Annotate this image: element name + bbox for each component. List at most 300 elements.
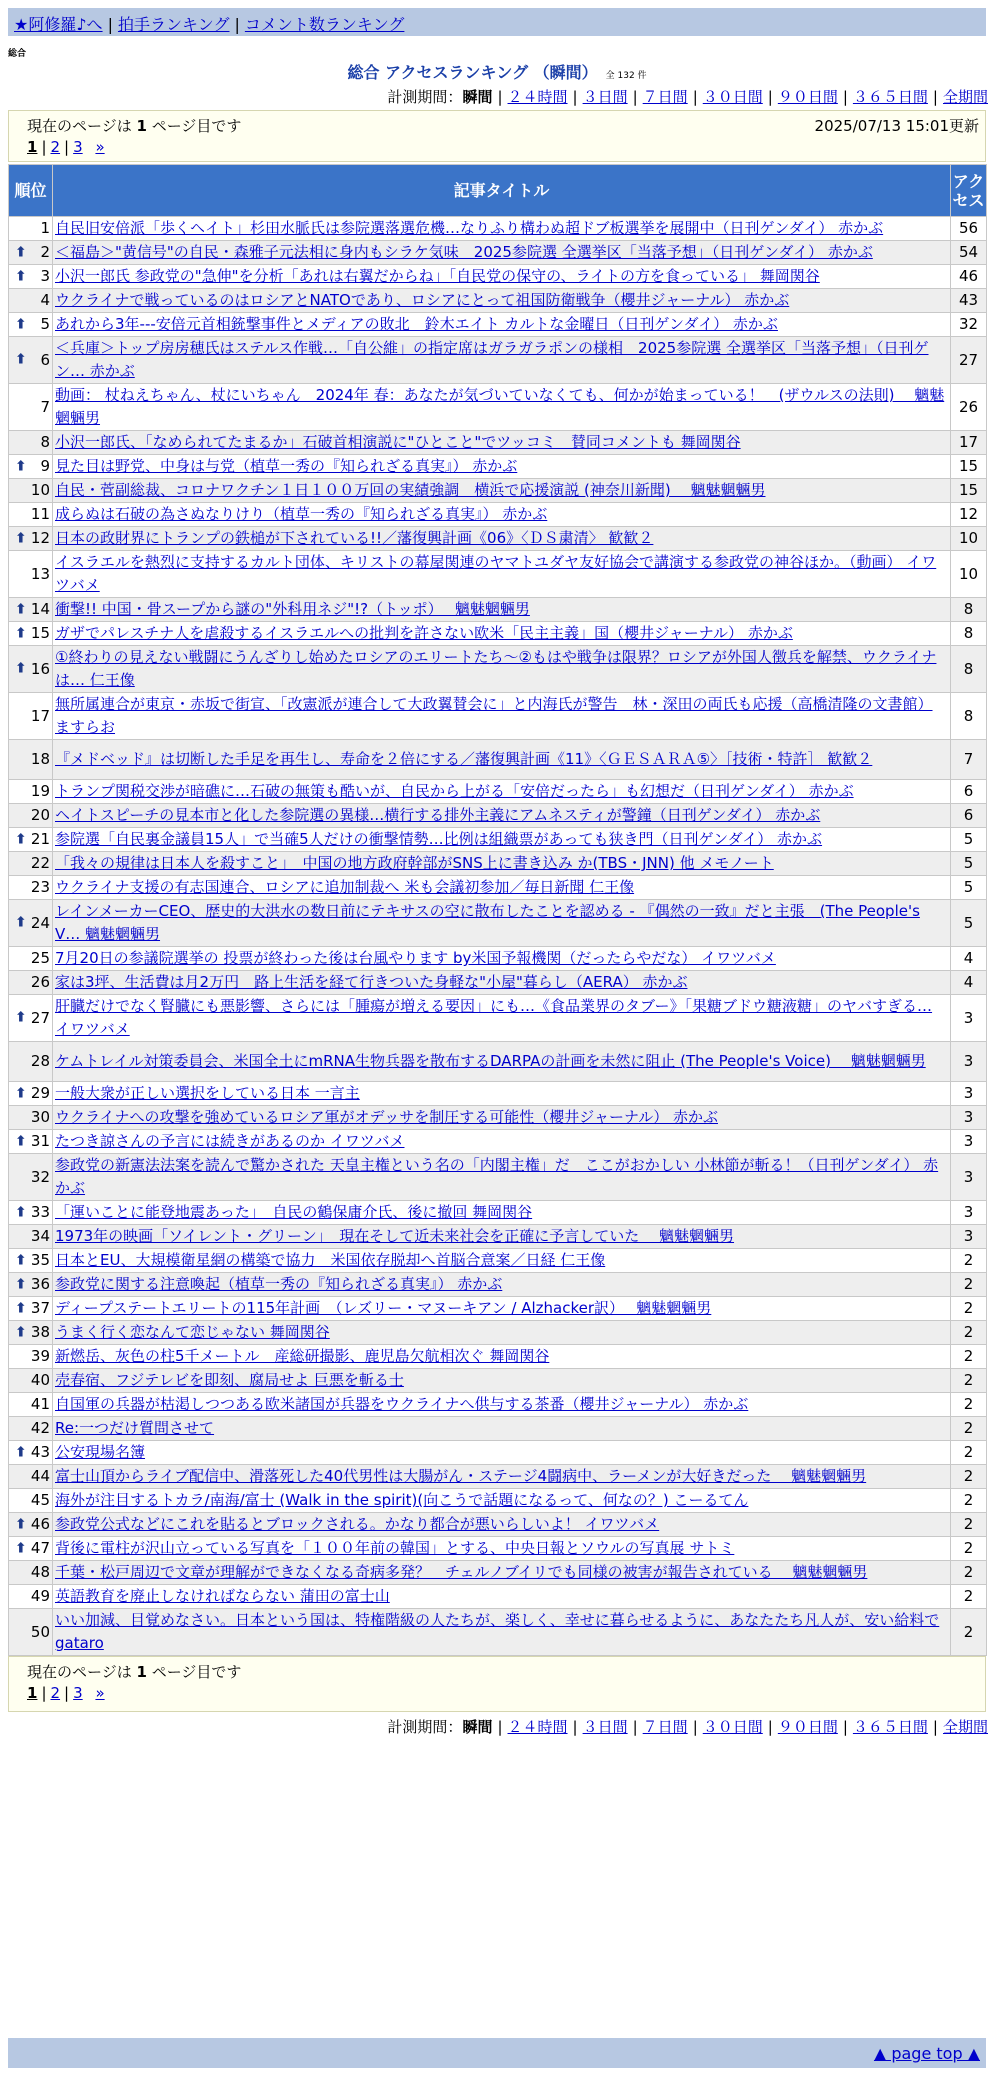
table-row: [9, 1249, 987, 1273]
rank-cell: [9, 1609, 53, 1656]
table-row: [9, 1082, 987, 1106]
rank-cell: [9, 622, 53, 646]
rank-number: 26: [30, 973, 50, 991]
table-row: [9, 313, 987, 337]
rank-up-arrow-icon: ⬆: [15, 914, 27, 931]
rank-cell: [9, 1042, 53, 1082]
access-count: 2: [951, 1561, 987, 1585]
title-cell: [53, 1585, 951, 1609]
article-link[interactable]: 海外が注目するトカラ/南海/富士 (Walk in the spirit)(向こうで話題になるって、何なの？) こーるてん: [55, 1491, 749, 1509]
rank-cell: [9, 527, 53, 551]
article-link[interactable]: うまく行く恋なんて恋じゃない 舞岡関谷: [55, 1323, 330, 1341]
table-row: [9, 1441, 987, 1465]
article-link[interactable]: 英語教育を廃止しなければならない 蒲田の富士山: [55, 1587, 390, 1605]
rank-number: 3: [40, 267, 50, 285]
pager-separator: |: [64, 138, 70, 156]
rank-cell: [9, 479, 53, 503]
rank-number: 13: [30, 564, 50, 583]
article-link[interactable]: 1973年の映画「ソイレント・グリーン」 現在そして近未来社会を正確に予言していた 魑魅魍魎男: [55, 1227, 735, 1245]
rank-cell: [9, 384, 53, 431]
table-row: [9, 876, 987, 900]
pager-link-3[interactable]: 3: [73, 138, 83, 156]
access-count: 6: [951, 804, 987, 828]
access-count: 17: [951, 431, 987, 455]
access-count: 3: [951, 1201, 987, 1225]
table-row: [9, 1513, 987, 1537]
pager-link-»[interactable]: »: [95, 1684, 105, 1702]
rank-up-arrow-icon: ⬆: [15, 1252, 27, 1268]
rank-number: 36: [30, 1275, 50, 1293]
period-selector-bottom: [387, 1716, 988, 1737]
title-cell: [53, 1561, 951, 1585]
article-link[interactable]: 日本とEU、大規模衛星網の構築で協力 米国依存脱却へ首脳合意案／日経 仁王像: [55, 1251, 606, 1269]
title-cell: [53, 693, 951, 740]
period-link-2[interactable]: ７日間: [642, 1718, 688, 1736]
rank-cell: [9, 1561, 53, 1585]
title-cell: [53, 1297, 951, 1321]
article-link[interactable]: 参院選「自民裏金議員15人」で当確5人だけの衝撃情勢…比例は組織票があっても狭き門（日刊ゲンダイ） 赤かぶ: [55, 830, 823, 848]
rank-cell: [9, 1369, 53, 1393]
category-label: 総合: [8, 49, 27, 59]
period-link-1[interactable]: ３日間: [582, 88, 628, 106]
title-cell: [53, 852, 951, 876]
rank-number: 41: [30, 1395, 50, 1413]
rank-number: 18: [30, 750, 50, 768]
page-info-bottom: [8, 1656, 986, 1712]
title-cell: [53, 828, 951, 852]
rank-cell: [9, 503, 53, 527]
article-link[interactable]: 参政党に関する注意喚起（植草一秀の『知られざる真実』） 赤かぶ: [55, 1275, 503, 1293]
table-row: [9, 289, 987, 313]
article-link[interactable]: ウクライナで戦っているのはロシアとNATOであり、ロシアにとって祖国防衛戦争（櫻井ジャーナル） 赤かぶ: [55, 291, 790, 309]
rank-up-arrow-icon: ⬆: [15, 601, 27, 617]
rank-cell: [9, 1106, 53, 1130]
title-cell: [53, 740, 951, 780]
pager-current: 1: [27, 1684, 38, 1702]
rank-number: 17: [30, 706, 50, 725]
article-link[interactable]: 新燃岳、灰色の柱5千メートル 産総研撮影、鹿児島欠航相次ぐ 舞岡関谷: [55, 1347, 550, 1365]
article-link[interactable]: ガザでパレスチナ人を虐殺するイスラエルへの批判を許さない欧米「民主主義」国（櫻井ジャーナル） 赤かぶ: [55, 624, 793, 642]
table-row: [9, 503, 987, 527]
table-row: [9, 971, 987, 995]
nav-link-asyura[interactable]: ★阿修羅♪へ: [14, 15, 103, 34]
rank-number: 11: [30, 505, 50, 523]
table-row: [9, 900, 987, 947]
rank-up-arrow-icon: ⬆: [15, 1444, 27, 1460]
title-cell: [53, 1369, 951, 1393]
period-link-2[interactable]: ７日間: [642, 88, 688, 106]
rank-cell: [9, 1321, 53, 1345]
access-count: 3: [951, 1225, 987, 1249]
rank-number: 45: [30, 1491, 50, 1509]
rank-number: 37: [30, 1299, 50, 1317]
period-separator: |: [842, 1718, 848, 1736]
article-link[interactable]: 「運いことに能登地震あった」 自民の鶴保庸介氏、後に撤回 舞岡関谷: [55, 1203, 533, 1221]
rank-number: 15: [30, 624, 50, 642]
article-link[interactable]: ヘイトスピーチの見本市と化した参院選の異様…横行する排外主義にアムネスティが警鐘（日刊ゲンダイ） 赤かぶ: [55, 806, 821, 824]
title-cell: [53, 527, 951, 551]
rank-up-arrow-icon: ⬆: [15, 1085, 27, 1101]
rank-cell: [9, 1465, 53, 1489]
access-count: 7: [951, 740, 987, 780]
rank-up-arrow-icon: ⬆: [15, 1516, 27, 1532]
article-link[interactable]: 一般大衆が正しい選択をしている日本 一言主: [55, 1084, 360, 1102]
table-row: [9, 455, 987, 479]
period-link-6[interactable]: 全期間: [942, 88, 988, 106]
rank-cell: [9, 1537, 53, 1561]
title-cell: [53, 1489, 951, 1513]
title-cell: [53, 1345, 951, 1369]
article-link[interactable]: 自国軍の兵器が枯渇しつつある欧米諸国が兵器をウクライナへ供与する茶番（櫻井ジャーナル） 赤かぶ: [55, 1395, 749, 1413]
period-separator: |: [932, 88, 938, 106]
access-count: 5: [951, 852, 987, 876]
title-cell: [53, 1321, 951, 1345]
table-row: [9, 1106, 987, 1130]
access-count: 5: [951, 828, 987, 852]
period-link-0[interactable]: ２４時間: [507, 1718, 568, 1736]
article-link[interactable]: 自民旧安倍派「歩くヘイト」杉田水脈氏は参院選落選危機…なりふり構わぬ超ドブ板選挙を展開中（日刊ゲンダイ） 赤かぶ: [55, 219, 884, 237]
article-link[interactable]: 動画： 杖ねえちゃん、杖にいちゃん 2024年 春：あなたが気づいていなくても、何かが始まっている！ (ザウルスの法則) 魑魅魍魎男: [55, 386, 945, 427]
rank-cell: [9, 646, 53, 693]
article-link[interactable]: 7月20日の参議院選挙の 投票が終わった後は台風やります by米国予報機関（だったらやだな） イワツバメ: [55, 949, 776, 967]
access-count: 2: [951, 1489, 987, 1513]
rank-number: 31: [30, 1132, 50, 1150]
pager-separator: |: [41, 138, 47, 156]
rank-cell: [9, 289, 53, 313]
article-link[interactable]: いい加減、目覚めなさい。日本という国は、特権階級の人たちが、楽しく、幸せに暮らせるように、あなたたち凡人が、安い給料で gataro: [55, 1611, 940, 1652]
period-link-0[interactable]: ２４時間: [507, 88, 568, 106]
rank-number: 19: [30, 782, 50, 800]
rank-cell: [9, 551, 53, 598]
access-count: 3: [951, 1042, 987, 1082]
period-link-3[interactable]: ３０日間: [702, 88, 763, 106]
article-link[interactable]: 公安現場名簿: [55, 1443, 146, 1461]
period-separator: |: [497, 88, 503, 106]
table-row: [9, 265, 987, 289]
table-row: [9, 1297, 987, 1321]
rank-cell: [9, 217, 53, 241]
title-cell: [53, 337, 951, 384]
title-cell: [53, 289, 951, 313]
rank-cell: [9, 693, 53, 740]
period-separator: |: [497, 1718, 503, 1736]
access-count: 8: [951, 598, 987, 622]
rank-cell: [9, 1249, 53, 1273]
table-row: [9, 217, 987, 241]
access-count: 8: [951, 693, 987, 740]
article-link[interactable]: イスラエルを熱烈に支持するカルト団体、キリストの幕屋関連のヤマトユダヤ友好協会で講演する参政党の神谷ほか。（動画） イワツバメ: [55, 553, 937, 594]
col-title-header: 記事タイトル: [53, 165, 951, 217]
rank-number: 2: [40, 243, 50, 261]
rank-number: 9: [40, 457, 50, 475]
article-link[interactable]: 肝臓だけでなく腎臓にも悪影響、さらには「腫瘍が増える要因」にも…《食品業界のタブー》「果糖ブドウ糖液糖」のヤバすぎる… イワツバメ: [55, 997, 933, 1038]
article-link[interactable]: たつき諒さんの予言には続きがあるのか イワツバメ: [55, 1132, 405, 1150]
period-separator: |: [932, 1718, 938, 1736]
article-link[interactable]: 無所属連合が東京・赤坂で街宣、「改憲派が連合して大政翼賛会に」と内海氏が警告 林・深田の両氏も応援（高橋清隆の文書館） ますらお: [55, 695, 933, 736]
article-link[interactable]: 千葉・松戸周辺で文章が理解ができなくなる奇病多発？ チェルノブイリでも同様の被害が報告されている 魑魅魍魎男: [55, 1563, 868, 1581]
pager-top: [27, 138, 105, 156]
rank-number: 28: [30, 1052, 50, 1070]
access-count: 2: [951, 1249, 987, 1273]
table-row: [9, 622, 987, 646]
article-link[interactable]: 背後に電柱が沢山立っている写真を「１００年前の韓国」とする、中央日報とソウルの写真展 サトミ: [55, 1539, 735, 1557]
table-row: [9, 646, 987, 693]
title-cell: [53, 241, 951, 265]
rank-number: 47: [30, 1539, 50, 1557]
table-row: [9, 1042, 987, 1082]
rank-up-arrow-icon: ⬆: [15, 831, 27, 847]
title-cell: [53, 1082, 951, 1106]
period-current: 瞬間: [462, 88, 493, 106]
pager-link-»[interactable]: »: [95, 138, 105, 156]
period-separator: |: [572, 1718, 578, 1736]
page-title: [0, 60, 994, 83]
col-rank-header: 順位: [9, 165, 53, 217]
access-count: 2: [951, 1321, 987, 1345]
article-link[interactable]: 家は3坪、生活費は月2万円 路上生活を経て行きついた身軽な"小屋"暮らし（AERA） 赤かぶ: [55, 973, 688, 991]
rank-up-arrow-icon: ⬆: [15, 1300, 27, 1316]
article-link[interactable]: 成らぬは石破の為さぬなりけり（植草一秀の『知られざる真実』） 赤かぶ: [55, 505, 548, 523]
title-cell: [53, 646, 951, 693]
table-row: [9, 1585, 987, 1609]
article-link[interactable]: 自民・菅副総裁、コロナワクチン１日１００万回の実績強調 横浜で応援演説 (神奈川新聞) 魑魅魍魎男: [55, 481, 766, 499]
table-row: [9, 1609, 987, 1656]
access-count: 6: [951, 780, 987, 804]
rank-cell: [9, 1417, 53, 1441]
rank-up-arrow-icon: ⬆: [15, 1133, 27, 1149]
pager-bottom: [27, 1684, 105, 1702]
period-link-1[interactable]: ３日間: [582, 1718, 628, 1736]
article-link[interactable]: ウクライナへの攻撃を強めているロシア軍がオデッサを制圧する可能性（櫻井ジャーナル） 赤かぶ: [55, 1108, 718, 1126]
nav-separator: |: [234, 15, 240, 34]
total-count: 全 132 件: [605, 71, 647, 81]
table-row: [9, 804, 987, 828]
access-count: 2: [951, 1297, 987, 1321]
article-link[interactable]: 衝撃!! 中国・骨スープから謎の"外科用ネジ"!?（トッポ） 魑魅魍魎男: [55, 600, 530, 618]
rank-cell: [9, 337, 53, 384]
title-cell: [53, 995, 951, 1042]
title-cell: [53, 1609, 951, 1656]
period-link-6[interactable]: 全期間: [942, 1718, 988, 1736]
table-row: [9, 1369, 987, 1393]
title-cell: [53, 1249, 951, 1273]
rank-number: 23: [30, 878, 50, 896]
top-nav-bar: [8, 8, 986, 36]
article-link[interactable]: 小沢一郎氏 参政党の"急伸"を分析「あれは右翼だからね」「自民党の保守の、ライトの方を食っている」 舞岡関谷: [55, 267, 820, 285]
rank-cell: [9, 971, 53, 995]
article-link[interactable]: 見た目は野党、中身は与党（植草一秀の『知られざる真実』） 赤かぶ: [55, 457, 518, 475]
rank-number: 27: [30, 1008, 50, 1027]
period-separator: |: [632, 1718, 638, 1736]
article-link[interactable]: レインメーカーCEO、歴史的大洪水の数日前にテキサスの空に散布したことを認める - 『偶然の一致』だと主張 (The People's V… 魑魅魍魎男: [55, 902, 920, 943]
table-row: [9, 1561, 987, 1585]
table-row: [9, 947, 987, 971]
table-row: [9, 1321, 987, 1345]
article-link[interactable]: ＜福島＞"黄信号"の自民・森雅子元法相に身内もシラケ気味 2025参院選 全選挙区「当落予想」（日刊ゲンダイ） 赤かぶ: [55, 243, 873, 261]
nav-link-clap-ranking[interactable]: 拍手ランキング: [117, 15, 230, 34]
rank-cell: [9, 1513, 53, 1537]
access-count: 5: [951, 900, 987, 947]
access-count: 2: [951, 1345, 987, 1369]
access-count: 2: [951, 1585, 987, 1609]
period-label: 計測期間：: [387, 1718, 463, 1736]
col-access-header: アクセス: [951, 165, 987, 217]
rank-up-arrow-icon: ⬆: [15, 1324, 27, 1340]
rank-cell: [9, 1130, 53, 1154]
title-cell: [53, 598, 951, 622]
access-count: 3: [951, 1106, 987, 1130]
title-cell: [53, 455, 951, 479]
period-link-4[interactable]: ９０日間: [777, 1718, 838, 1736]
rank-number: 24: [30, 913, 50, 932]
title-cell: [53, 313, 951, 337]
nav-link-comment-ranking[interactable]: コメント数ランキング: [244, 15, 405, 34]
rank-number: 48: [30, 1563, 50, 1581]
period-link-5[interactable]: ３６５日間: [852, 88, 928, 106]
article-link[interactable]: ケムトレイル対策委員会、米国全土にmRNA生物兵器を散布するDARPAの計画を未然に阻止 (The People's Voice) 魑魅魍魎男: [55, 1052, 926, 1070]
bottom-bar: [8, 2038, 986, 2068]
article-link[interactable]: Re:一つだけ質問させて: [55, 1419, 215, 1437]
rank-number: 30: [30, 1108, 50, 1126]
article-link[interactable]: 売春宿、フジテレビを即刻、腐局せよ 巨悪を斬る士: [55, 1371, 404, 1389]
rank-cell: [9, 265, 53, 289]
period-separator: |: [767, 1718, 773, 1736]
table-row: [9, 431, 987, 455]
article-link[interactable]: 参政党公式などにこれを貼るとブロックされる。かなり都合が悪いらしいよ！ イワツバメ: [55, 1515, 660, 1533]
title-cell: [53, 265, 951, 289]
rank-number: 32: [30, 1167, 50, 1186]
rank-cell: [9, 1297, 53, 1321]
title-cell: [53, 1441, 951, 1465]
table-row: [9, 1130, 987, 1154]
rank-up-arrow-icon: ⬆: [15, 625, 27, 641]
title-cell: [53, 503, 951, 527]
article-link[interactable]: 小沢一郎氏、「なめられてたまるか」石破首相演説に"ひとこと"でツッコミ 賛同コメントも 舞岡関谷: [55, 433, 741, 451]
title-cell: [53, 1513, 951, 1537]
period-separator: |: [842, 88, 848, 106]
rank-cell: [9, 900, 53, 947]
title-cell: [53, 1130, 951, 1154]
table-row: [9, 852, 987, 876]
rank-cell: [9, 740, 53, 780]
access-count: 2: [951, 1609, 987, 1656]
rank-up-arrow-icon: ⬆: [15, 1204, 27, 1220]
access-count: 32: [951, 313, 987, 337]
period-link-5[interactable]: ３６５日間: [852, 1718, 928, 1736]
period-separator: |: [572, 88, 578, 106]
pager-link-2[interactable]: 2: [50, 1684, 61, 1702]
article-link[interactable]: 「我々の規律は日本人を殺すこと」 中国の地方政府幹部がSNS上に書き込み か(TBS・JNN) 他 メモノート: [55, 854, 774, 872]
article-link[interactable]: ①終わりの見えない戦闘にうんざりし始めたロシアのエリートたち～②もはや戦争は限界？ロシアが外国人徴兵を解禁、ウクライナは… 仁王像: [55, 648, 937, 689]
pager-link-2[interactable]: 2: [50, 138, 61, 156]
title-cell: [53, 431, 951, 455]
title-cell: [53, 1225, 951, 1249]
access-count: 5: [951, 876, 987, 900]
table-row: [9, 551, 987, 598]
pager-current: 1: [27, 138, 38, 156]
access-count: 2: [951, 1393, 987, 1417]
access-count: 43: [951, 289, 987, 313]
rank-number: 40: [30, 1371, 50, 1389]
article-link[interactable]: ウクライナ支援の有志国連合、ロシアに追加制裁へ 米も会議初参加／毎日新聞 仁王像: [55, 878, 635, 896]
table-row: [9, 479, 987, 503]
period-separator: |: [692, 1718, 698, 1736]
article-link[interactable]: トランプ関税交渉が暗礁に…石破の無策も酷いが、自民から上がる「安倍だったら」も幻想だ（日刊ゲンダイ） 赤かぶ: [55, 782, 854, 800]
rank-number: 12: [30, 529, 50, 547]
access-count: 12: [951, 503, 987, 527]
rank-number: 29: [30, 1084, 50, 1102]
access-count: 3: [951, 1082, 987, 1106]
period-link-3[interactable]: ３０日間: [702, 1718, 763, 1736]
title-cell: [53, 876, 951, 900]
article-link[interactable]: ＜兵庫＞トップ房房穂氏はステルス作戦…「自公維」の指定席はガラガラポンの様相 2025参院選 全選挙区「当落予想」（日刊ゲン… 赤かぶ: [55, 339, 929, 380]
rank-number: 42: [30, 1419, 50, 1437]
rank-number: 46: [30, 1515, 50, 1533]
article-link[interactable]: ディープステートエリートの115年計画 （レズリー・マヌーキアン / Alzhacker訳） 魑魅魍魎男: [55, 1299, 712, 1317]
rank-cell: [9, 828, 53, 852]
rank-number: 20: [30, 806, 50, 824]
period-selector-top: [387, 86, 988, 107]
table-row: [9, 693, 987, 740]
rank-cell: [9, 1273, 53, 1297]
rank-number: 34: [30, 1227, 50, 1245]
rank-up-arrow-icon: ⬆: [15, 1009, 27, 1026]
rank-number: 4: [40, 291, 50, 309]
rank-up-arrow-icon: ⬆: [15, 1540, 27, 1556]
table-row: [9, 1345, 987, 1369]
article-link[interactable]: 『メドベッド』は切断した手足を再生し、寿命を２倍にする／藩復興計画《11》〈ＧＥＳＡＲＡ⑤〉［技術・特許］ 歓歓２: [55, 750, 873, 768]
table-row: [9, 1393, 987, 1417]
period-separator: |: [692, 88, 698, 106]
rank-cell: [9, 780, 53, 804]
rank-cell: [9, 1345, 53, 1369]
rank-number: 16: [30, 659, 50, 678]
rank-number: 44: [30, 1467, 50, 1485]
pager-link-3[interactable]: 3: [73, 1684, 83, 1702]
title-cell: [53, 551, 951, 598]
access-count: 2: [951, 1441, 987, 1465]
access-count: 8: [951, 622, 987, 646]
rank-cell: [9, 995, 53, 1042]
updated-timestamp: 2025/07/13 15:01更新: [814, 117, 979, 135]
rank-number: 1: [40, 219, 50, 237]
table-row: [9, 780, 987, 804]
article-link[interactable]: あれから3年---安倍元首相銃撃事件とメディアの敗北 鈴木エイト カルトな金曜日（日刊ゲンダイ） 赤かぶ: [55, 315, 778, 333]
table-row: [9, 1201, 987, 1225]
title-cell: [53, 1393, 951, 1417]
rank-number: 39: [30, 1347, 50, 1365]
article-link[interactable]: 日本の政財界にトランプの鉄槌が下されている!!／藩復興計画《06》〈ＤＳ粛清〉 歓歓２: [55, 529, 654, 547]
rank-number: 50: [30, 1622, 50, 1641]
rank-number: 14: [30, 600, 50, 618]
table-row: [9, 1273, 987, 1297]
access-count: 2: [951, 1369, 987, 1393]
rank-cell: [9, 313, 53, 337]
table-row: [9, 241, 987, 265]
title-cell: [53, 384, 951, 431]
access-count: 15: [951, 479, 987, 503]
access-count: 2: [951, 1417, 987, 1441]
period-link-4[interactable]: ９０日間: [777, 88, 838, 106]
access-count: 10: [951, 551, 987, 598]
article-link[interactable]: 富士山頂からライブ配信中、滑落死した40代男性は大腸がん・ステージ4闘病中、ラーメンが大好きだった 魑魅魍魎男: [55, 1467, 867, 1485]
article-link[interactable]: 参政党の新憲法法案を読んで驚かされた 天皇主権という名の「内閣主権」だ ここがおかしい 小林節が斬る！（日刊ゲンダイ） 赤かぶ: [55, 1156, 939, 1197]
access-count: 2: [951, 1273, 987, 1297]
access-count: 27: [951, 337, 987, 384]
page-top-link[interactable]: ▲ page top ▲: [873, 2044, 980, 2063]
rank-cell: [9, 1393, 53, 1417]
table-row: [9, 740, 987, 780]
